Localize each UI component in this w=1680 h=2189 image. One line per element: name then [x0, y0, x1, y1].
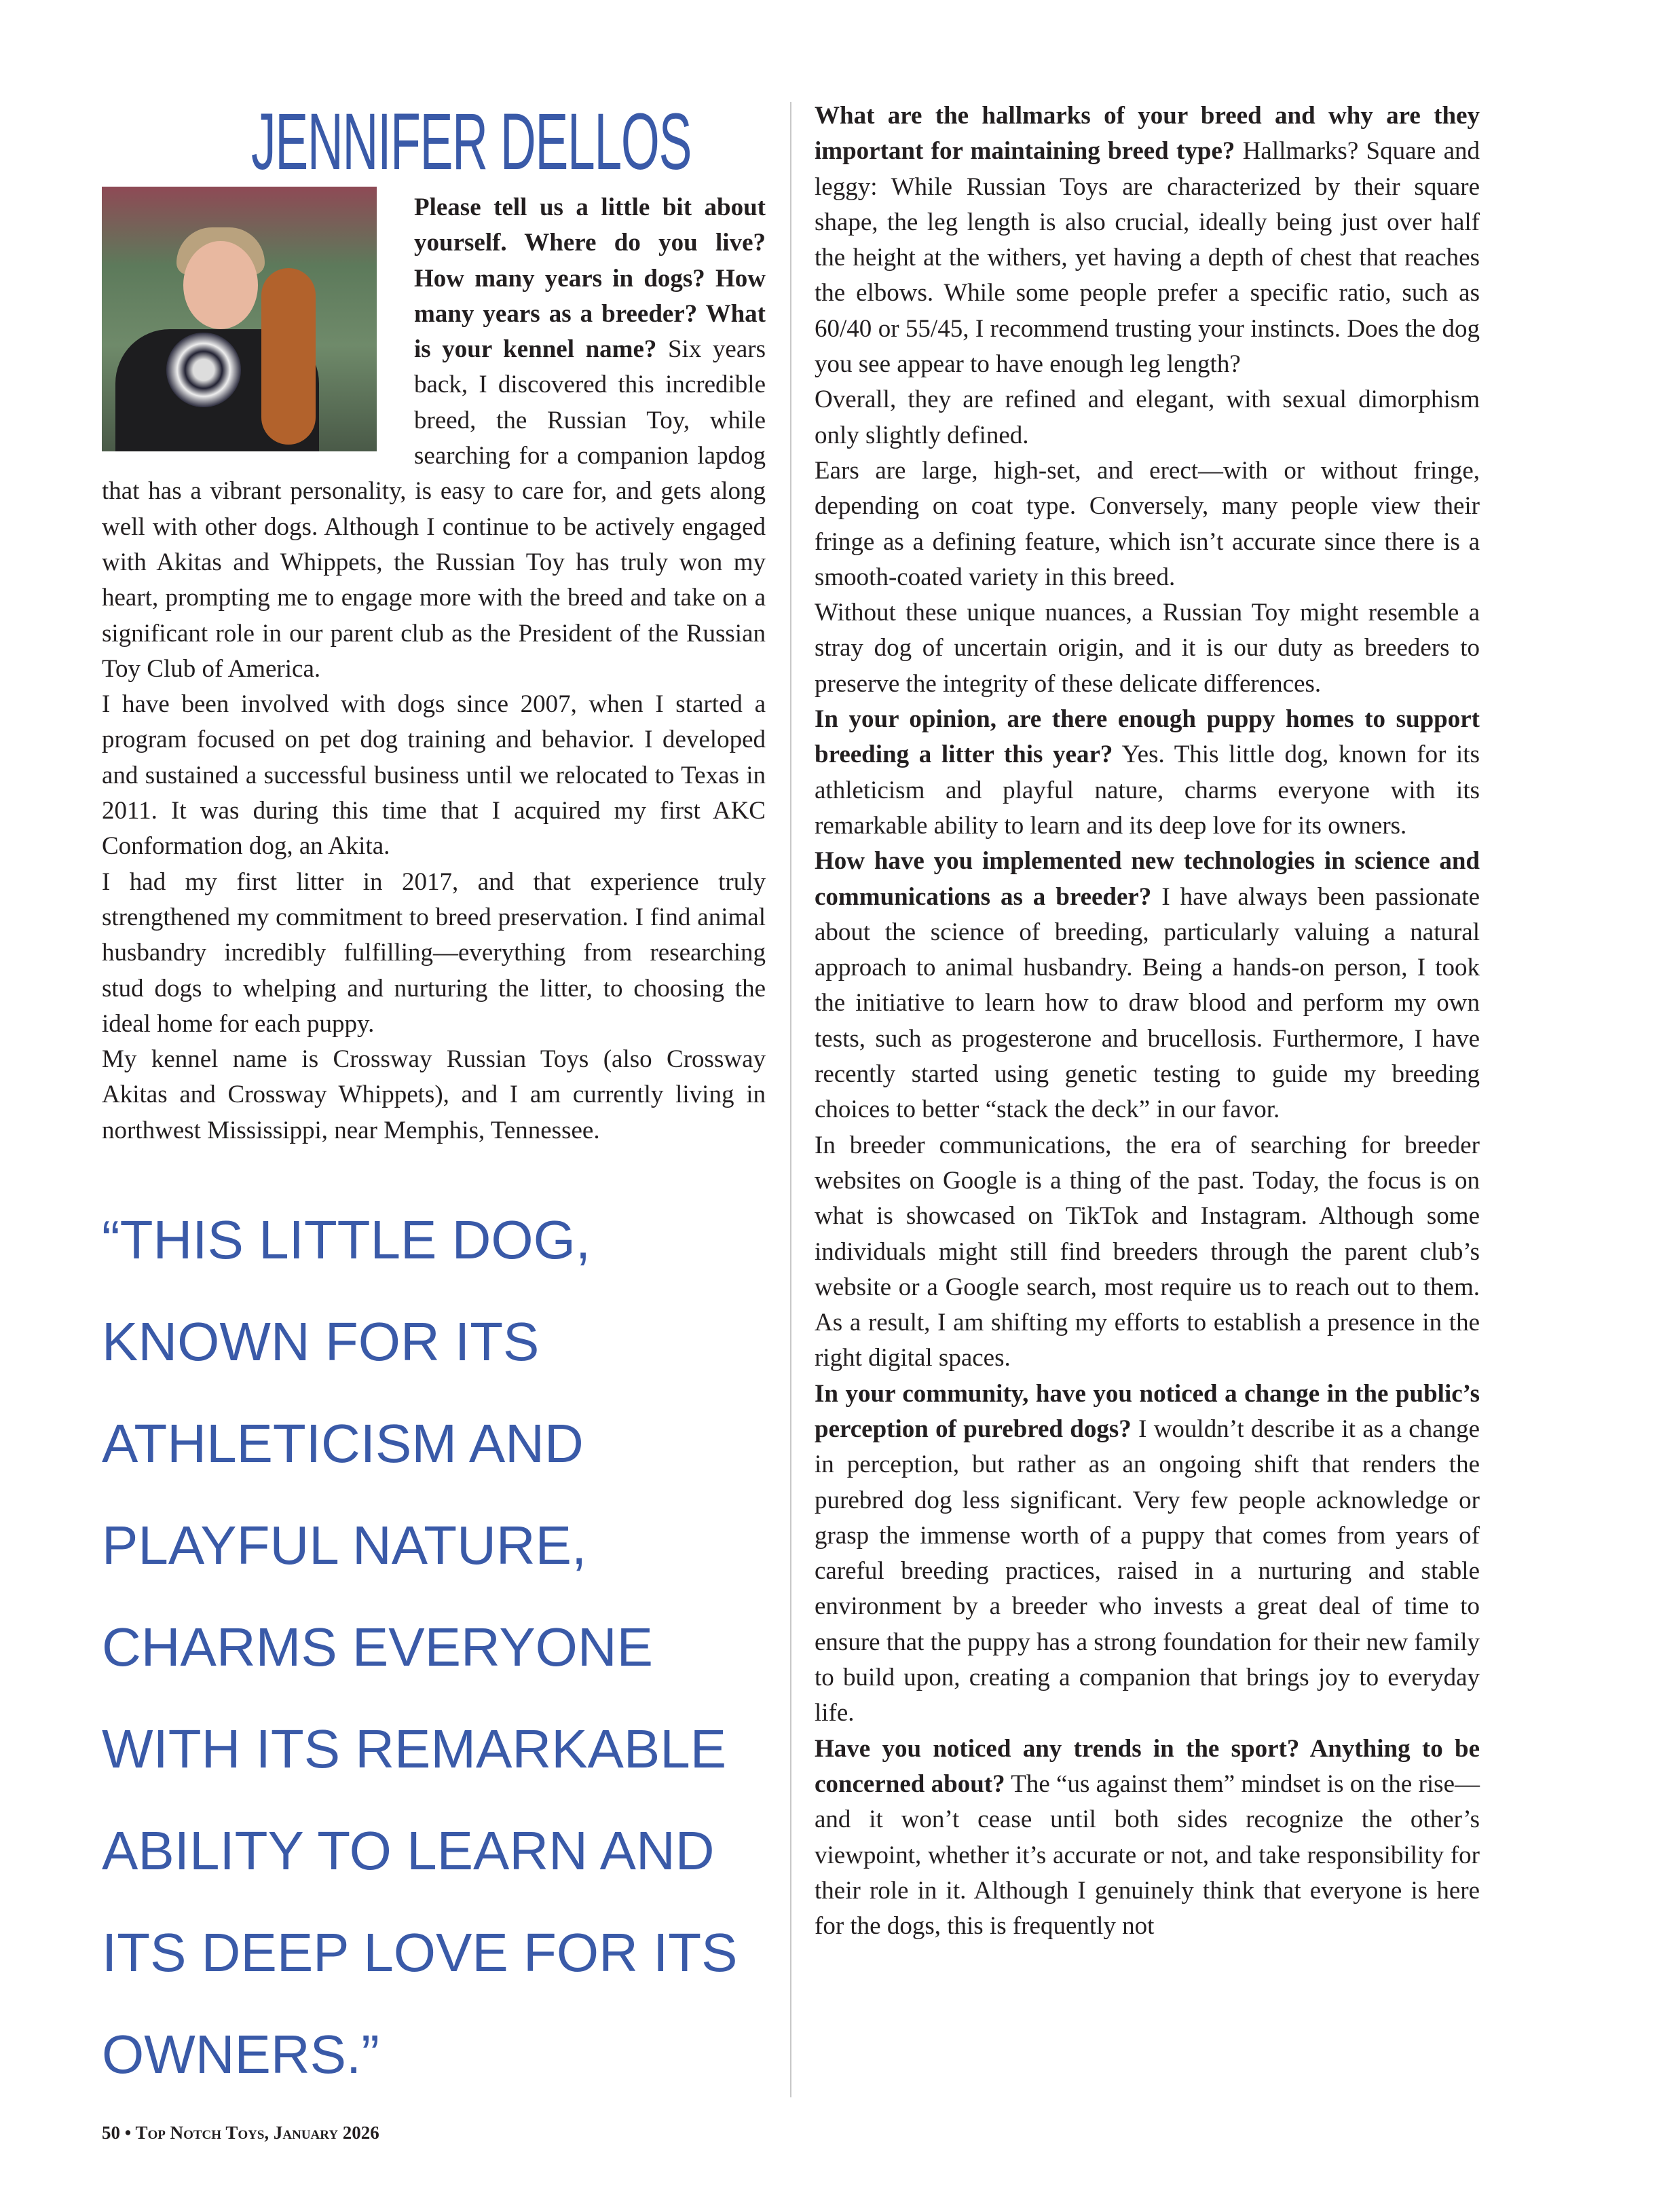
question: In your opinion, are there enough puppy homes to support breeding a litter this year?: [815, 705, 1480, 769]
paragraph: In breeder communications, the era of searching for breeder websites on Google is a thing of the past. Today, the focus is on what is showcased on TikTok and Instagram. Although some individuals might still find breeders through the parent club’s website or a Google search, most require us to reach out to them. As a result, I am shifting my efforts to establish a presence in the right digital spaces.: [815, 1131, 1480, 1372]
answer: Hallmarks? Square and leggy: While Russian Toys are characterized by their square shape, the leg length is also crucial, ideally being just over half the height at the withers, yet having a depth of chest that reaches the elbows. While some people prefer a specific ratio, such as 60/40 or 55/45, I recommend trusting your instincts. Does the dog you see appear to have enough leg length?: [815, 137, 1480, 379]
question: What are the hallmarks of your breed and why are they important for maintaining breed type?: [815, 102, 1480, 166]
paragraph: Without these unique nuances, a Russian Toy might resemble a stray dog of uncertain origin, and it is our duty as breeders to preserve the integrity of these delicate differences.: [815, 599, 1480, 698]
page-footer: 50 • Top Notch Toys, January 2026: [102, 2122, 379, 2144]
paragraph: I had my first litter in 2017, and that experience truly strengthened my commitment to breed preservation. I find animal husbandry incredibly fulfilling—everything from researching stud dogs to whelping and nurturing the litter, to choosing the ideal home for each puppy.: [102, 867, 766, 1038]
left-column: [102, 190, 766, 2146]
paragraph: I have been involved with dogs since 2007, when I started a program focused on pet dog training and behavior. I developed and sustained a successful business until we relocated to Texas in 2011. It was during this time that I acquired my first AKC Conformation dog, an Akita.: [102, 690, 766, 861]
paragraph: Overall, they are refined and elegant, with sexual dimorphism only slightly defined.: [815, 386, 1480, 449]
answer: Yes. This little dog, known for its athleticism and playful nature, charms everyone with its remarkable ability to learn and its deep love for its owners.: [815, 741, 1480, 840]
right-column: [815, 98, 1480, 1944]
answer: I wouldn’t describe it as a change in perception, but rather as an ongoing shift that renders the purebred dog less significant. Very few people acknowledge or grasp the immense worth of a puppy that comes from years of careful breeding practices, raised in a nurturing and stable environment by a breeder who invests a great deal of time to ensure that the puppy has a strong foundation for their new family to build upon, creating a companion that brings joy to everyday life.: [815, 1415, 1480, 1727]
answer: Six years back, I discovered this incredible breed, the Russian Toy, while searching for a companion lapdog that has a vibrant personality, is easy to care for, and gets along well with other dogs. Although I continue to be actively engaged with Akitas and Whippets, the Russian Toy has truly won my heart, prompting me to engage more with the breed and take on a significant role in our parent club as the President of the Russian Toy Club of America.: [102, 335, 766, 683]
question: Please tell us a little bit about yourself. Where do you live? How many years in dogs? How many years as a breeder? What is your kennel name?: [414, 193, 766, 364]
column-divider: [790, 102, 791, 2097]
question: Have you noticed any trends in the sport? Anything to be concerned about?: [815, 1734, 1480, 1798]
intro-paragraph: [102, 190, 766, 687]
paragraph: My kennel name is Crossway Russian Toys (also Crossway Akitas and Crossway Whippets), and I am currently living in northwest Mississippi, near Memphis, Tennessee.: [102, 1045, 766, 1144]
paragraph: Ears are large, high-set, and erect—with or without fringe, depending on coat type. Conversely, many people view their fringe as a defining feature, which isn’t accurate since there is a smooth-coated variety in this breed.: [815, 456, 1480, 591]
question: How have you implemented new technologies in science and communications as a breeder?: [815, 847, 1480, 911]
answer: I have always been passionate about the science of breeding, particularly valuing a natural approach to animal husbandry. Being a hands-on person, I took the initiative to learn how to draw blood and perform my own tests, such as progesterone and brucellosis. Furthermore, I have recently started using genetic testing to guide my breeding choices to better “stack the deck” in our favor.: [815, 882, 1480, 1124]
article-title: JENNIFER DELLOS: [251, 97, 692, 187]
answer: The “us against them” mindset is on the rise—and it won’t cease until both sides recognize the other’s viewpoint, whether it’s accurate or not, and take responsibility for their role in it. Although I genuinely think that everyone is here for the dogs, this is frequently not: [815, 1770, 1480, 1941]
pull-quote: “THIS LITTLE DOG, KNOWN FOR ITS ATHLETICISM AND PLAYFUL NATURE, CHARMS EVERYONE WITH ITS REMARKABLE ABILITY TO LEARN AND ITS DEEP LOVE FOR ITS OWNERS.”: [102, 1210, 738, 2085]
question: In your community, have you noticed a change in the public’s perception of purebred dogs?: [815, 1379, 1480, 1443]
